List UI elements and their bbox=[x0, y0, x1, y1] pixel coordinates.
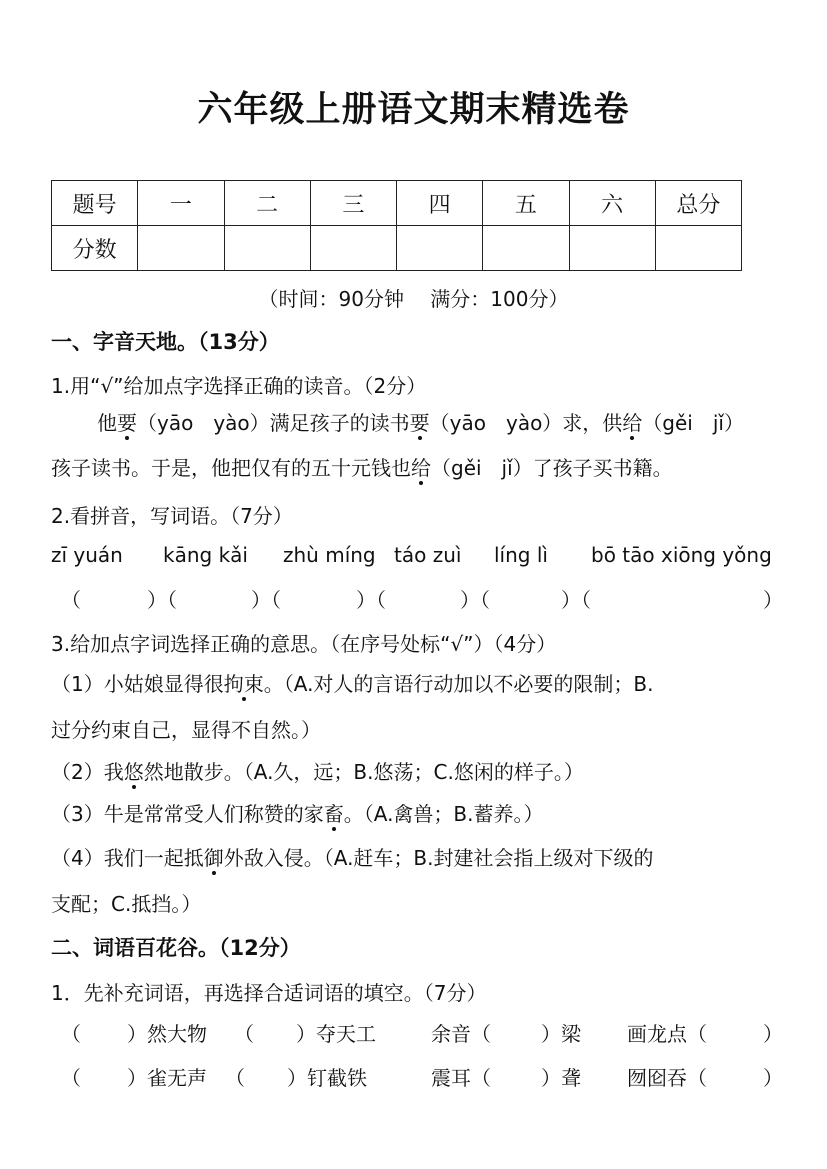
text-segment: 外敌入侵。（A.赶车；B.封建社会指上级对下级的 bbox=[223, 846, 654, 870]
idiom-part: ）钉截铁 bbox=[287, 1066, 367, 1090]
q3-item bbox=[51, 842, 654, 871]
text-segment: （yāo yào）求，供 bbox=[429, 411, 623, 435]
dotted-char: 悠 bbox=[123, 760, 144, 784]
text-segment: （1）小姑娘显得很 bbox=[51, 672, 224, 696]
text-segment: 他 bbox=[97, 411, 117, 435]
text-segment: （4）我们一起抵 bbox=[51, 846, 204, 870]
idiom-part: ） bbox=[763, 1066, 783, 1090]
q1-line1 bbox=[97, 407, 744, 436]
text-segment: （gěi jǐ） bbox=[642, 411, 744, 435]
idiom-part: 囫囵吞（ bbox=[627, 1066, 707, 1090]
idiom-part: （ bbox=[225, 1066, 245, 1090]
idiom-row bbox=[51, 1018, 791, 1048]
q3-prompt: 3.给加点字词选择正确的意思。（在序号处标“√”）（4分） bbox=[51, 632, 557, 656]
score-input-cell[interactable] bbox=[569, 226, 655, 271]
q2-prompt: 2.看拼音，写词语。（7分） bbox=[51, 504, 293, 528]
pinyin-item: zhù míng bbox=[283, 543, 376, 567]
answer-parens-row bbox=[51, 584, 791, 614]
text-segment: （gěi jǐ）了孩子买书籍。 bbox=[431, 456, 673, 480]
score-input-cell[interactable] bbox=[397, 226, 483, 271]
score-row-label: 分数 bbox=[52, 226, 138, 271]
text-segment: （2）我 bbox=[51, 760, 124, 784]
q1-line2 bbox=[51, 452, 673, 481]
pinyin-item: bō tāo xiōng yǒng bbox=[591, 543, 772, 567]
score-header-cell: 六 bbox=[569, 181, 655, 226]
paren: ）（ bbox=[460, 588, 490, 612]
section1-heading: 一、字音天地。（13分） bbox=[51, 330, 280, 354]
dotted-char: 给 bbox=[622, 411, 643, 435]
text-segment: 。（A.禽兽；B.蓄养。） bbox=[343, 802, 544, 826]
score-header-cell: 题号 bbox=[52, 181, 138, 226]
q1-prompt: 1.用“√”给加点字选择正确的读音。（2分） bbox=[51, 374, 427, 398]
page-title: 六年级上册语文期末精选卷 bbox=[197, 90, 630, 130]
paren: ）（ bbox=[356, 588, 386, 612]
idiom-part: （ bbox=[61, 1066, 81, 1090]
text-segment: 然地散步。（A.久，远；B.悠荡；C.悠闲的样子。） bbox=[143, 760, 584, 784]
idiom-part: （ bbox=[61, 1022, 81, 1046]
s2-q1-prompt: 1．先补充词语，再选择合适词语的填空。（7分） bbox=[51, 981, 487, 1005]
score-header-cell: 三 bbox=[310, 181, 396, 226]
pinyin-item: kāng kǎi bbox=[163, 543, 248, 567]
score-header-cell: 四 bbox=[397, 181, 483, 226]
q3-item bbox=[51, 798, 544, 827]
idiom-part: ）雀无声 bbox=[127, 1066, 207, 1090]
score-input-cell[interactable] bbox=[655, 226, 741, 271]
idiom-part: ）然大物 bbox=[127, 1022, 207, 1046]
dotted-word: 拘束 bbox=[223, 672, 264, 696]
score-header-cell: 一 bbox=[138, 181, 224, 226]
idiom-part: ）夺天工 bbox=[296, 1022, 376, 1046]
dotted-char: 畜 bbox=[323, 802, 344, 826]
q3-item bbox=[51, 668, 654, 697]
pinyin-item: zī yuán bbox=[51, 543, 123, 567]
q3-item-continued bbox=[51, 888, 201, 917]
idiom-part: （ bbox=[234, 1022, 254, 1046]
score-header-cell: 二 bbox=[224, 181, 310, 226]
exam-info: （时间：90分钟 满分：100分） bbox=[258, 287, 569, 311]
q3-item bbox=[51, 756, 584, 785]
dotted-char: 要 bbox=[409, 411, 430, 435]
score-table-score-row bbox=[52, 226, 742, 271]
text-segment: 支配；C.抵挡。） bbox=[51, 892, 202, 916]
q3-item-continued bbox=[51, 714, 321, 743]
score-header-cell: 五 bbox=[483, 181, 569, 226]
text-segment: 孩子读书。于是，他把仅有的五十元钱也 bbox=[51, 456, 411, 480]
idiom-part: ）梁 bbox=[541, 1022, 581, 1046]
score-input-cell[interactable] bbox=[138, 226, 224, 271]
paren: ） bbox=[763, 588, 783, 612]
idiom-part: 震耳（ bbox=[431, 1066, 491, 1090]
text-segment: 过分约束自己，显得不自然。） bbox=[51, 718, 321, 742]
score-table bbox=[51, 180, 742, 271]
score-input-cell[interactable] bbox=[224, 226, 310, 271]
paren: ）（ bbox=[147, 588, 177, 612]
idiom-row bbox=[51, 1062, 791, 1092]
idiom-part: 画龙点（ bbox=[627, 1022, 707, 1046]
text-segment: 。（A.对人的言语行动加以不必要的限制；B. bbox=[263, 672, 654, 696]
paren: ）（ bbox=[561, 588, 591, 612]
idiom-part: ） bbox=[763, 1022, 783, 1046]
pinyin-item: líng lì bbox=[494, 543, 548, 567]
pinyin-item: táo zuì bbox=[394, 543, 462, 567]
text-segment: （3）牛是常常受人们称赞的家 bbox=[51, 802, 324, 826]
dotted-char: 给 bbox=[411, 456, 431, 480]
dotted-char: 御 bbox=[203, 846, 224, 870]
score-input-cell[interactable] bbox=[310, 226, 396, 271]
idiom-part: 余音（ bbox=[431, 1022, 491, 1046]
text-segment: （yāo yào）满足孩子的读书 bbox=[137, 411, 410, 435]
score-header-cell: 总分 bbox=[655, 181, 741, 226]
dotted-char: 要 bbox=[117, 411, 137, 435]
section2-heading: 二、词语百花谷。（12分） bbox=[51, 936, 301, 960]
paren: ）（ bbox=[251, 588, 281, 612]
score-table-header-row bbox=[52, 181, 742, 226]
paren: （ bbox=[61, 588, 81, 612]
score-input-cell[interactable] bbox=[483, 226, 569, 271]
idiom-part: ）聋 bbox=[541, 1066, 581, 1090]
